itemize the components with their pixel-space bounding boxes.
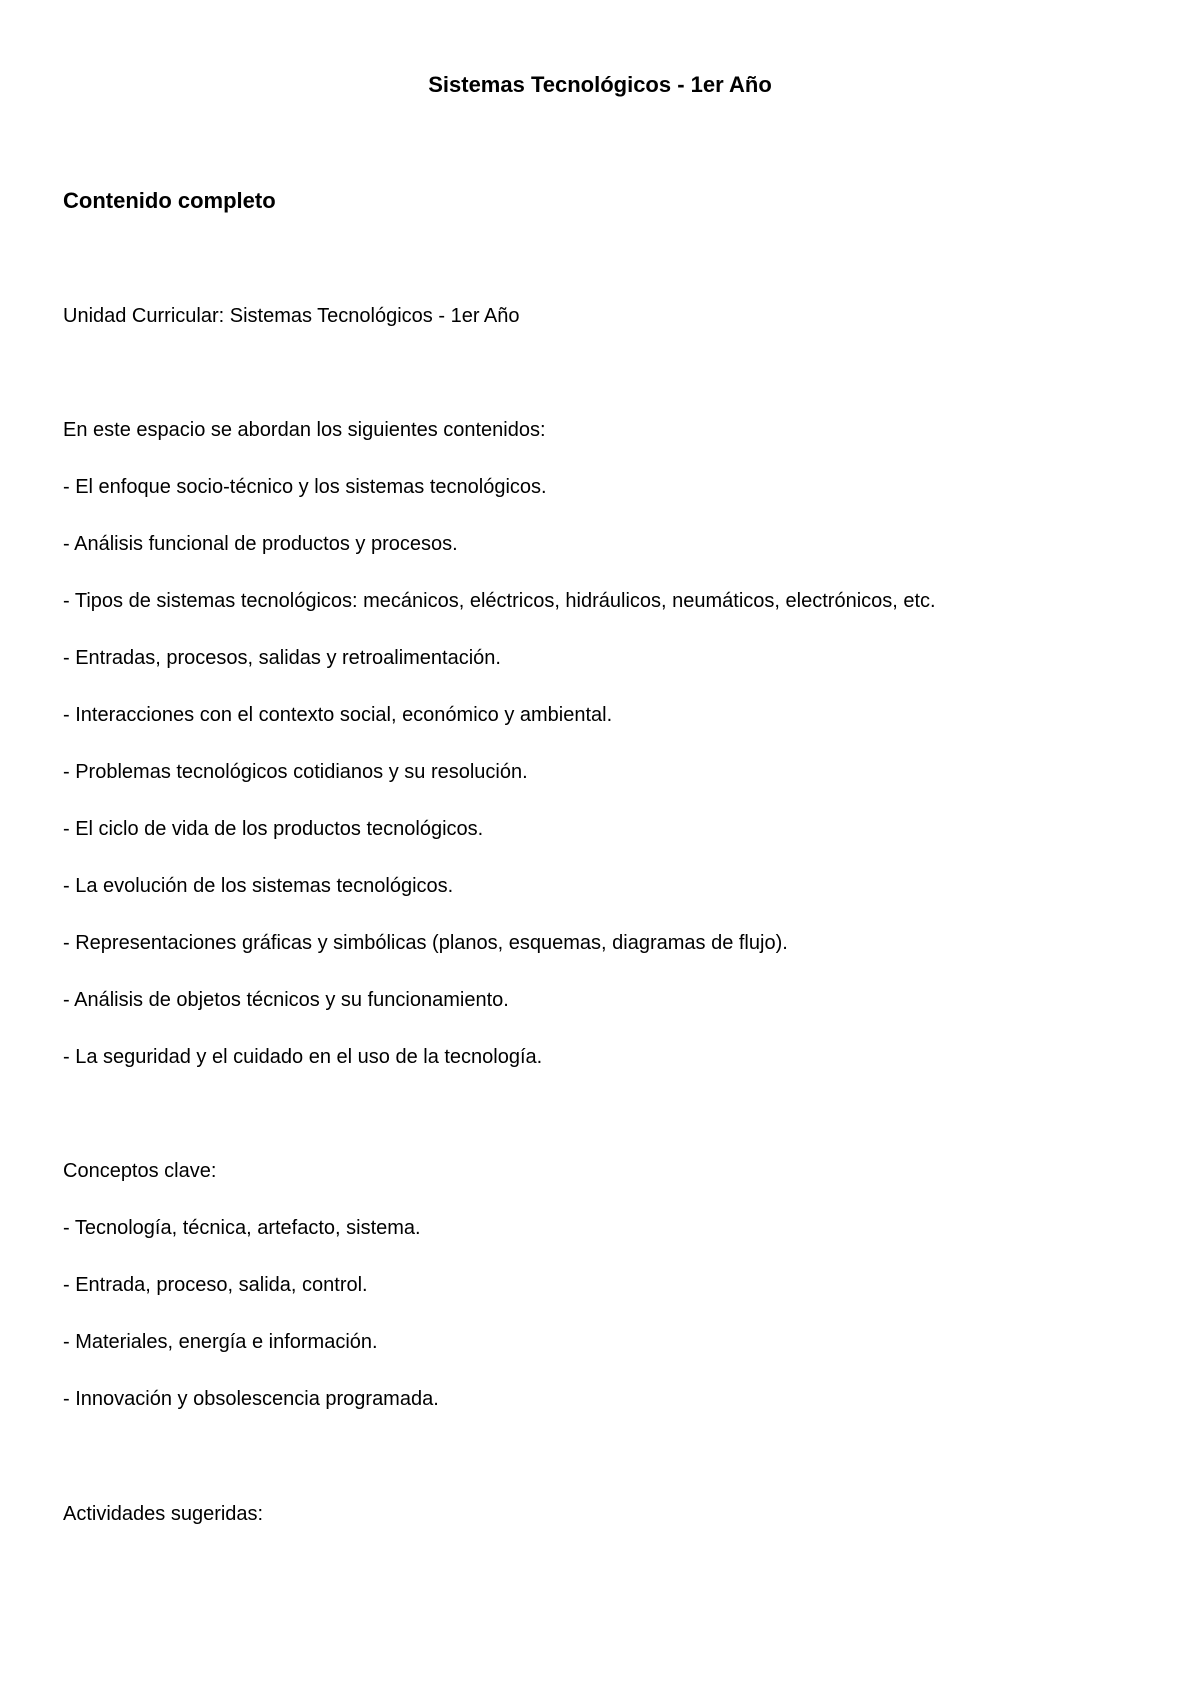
key-concept-item: - Materiales, energía e información. <box>63 1331 378 1353</box>
unit-line: Unidad Curricular: Sistemas Tecnológicos - 1er Año <box>63 305 520 327</box>
contents-item: - Interacciones con el contexto social, económico y ambiental. <box>63 704 613 726</box>
key-concepts-heading: Conceptos clave: <box>63 1160 217 1182</box>
contents-intro: En este espacio se abordan los siguientes contenidos: <box>63 419 546 441</box>
key-concept-item: - Innovación y obsolescencia programada. <box>63 1388 439 1410</box>
contents-item: - El ciclo de vida de los productos tecnológicos. <box>63 818 484 840</box>
contents-item: - Análisis funcional de productos y procesos. <box>63 533 458 555</box>
contents-item: - Problemas tecnológicos cotidianos y su resolución. <box>63 761 528 783</box>
document-title: Sistemas Tecnológicos - 1er Año <box>428 72 772 97</box>
contents-item: - Representaciones gráficas y simbólicas (planos, esquemas, diagramas de flujo). <box>63 932 788 954</box>
section-heading: Contenido completo <box>63 188 276 213</box>
contents-item: - Tipos de sistemas tecnológicos: mecánicos, eléctricos, hidráulicos, neumáticos, electrónicos, etc. <box>63 590 936 612</box>
key-concept-item: - Entrada, proceso, salida, control. <box>63 1274 368 1296</box>
activities-heading: Actividades sugeridas: <box>63 1503 264 1525</box>
contents-item: - La seguridad y el cuidado en el uso de la tecnología. <box>63 1046 543 1068</box>
key-concept-item: - Tecnología, técnica, artefacto, sistema. <box>63 1217 421 1239</box>
contents-item: - El enfoque socio-técnico y los sistemas tecnológicos. <box>63 476 547 498</box>
contents-item: - Entradas, procesos, salidas y retroalimentación. <box>63 647 501 669</box>
contents-item: - La evolución de los sistemas tecnológicos. <box>63 875 454 897</box>
contents-item: - Análisis de objetos técnicos y su funcionamiento. <box>63 989 509 1011</box>
